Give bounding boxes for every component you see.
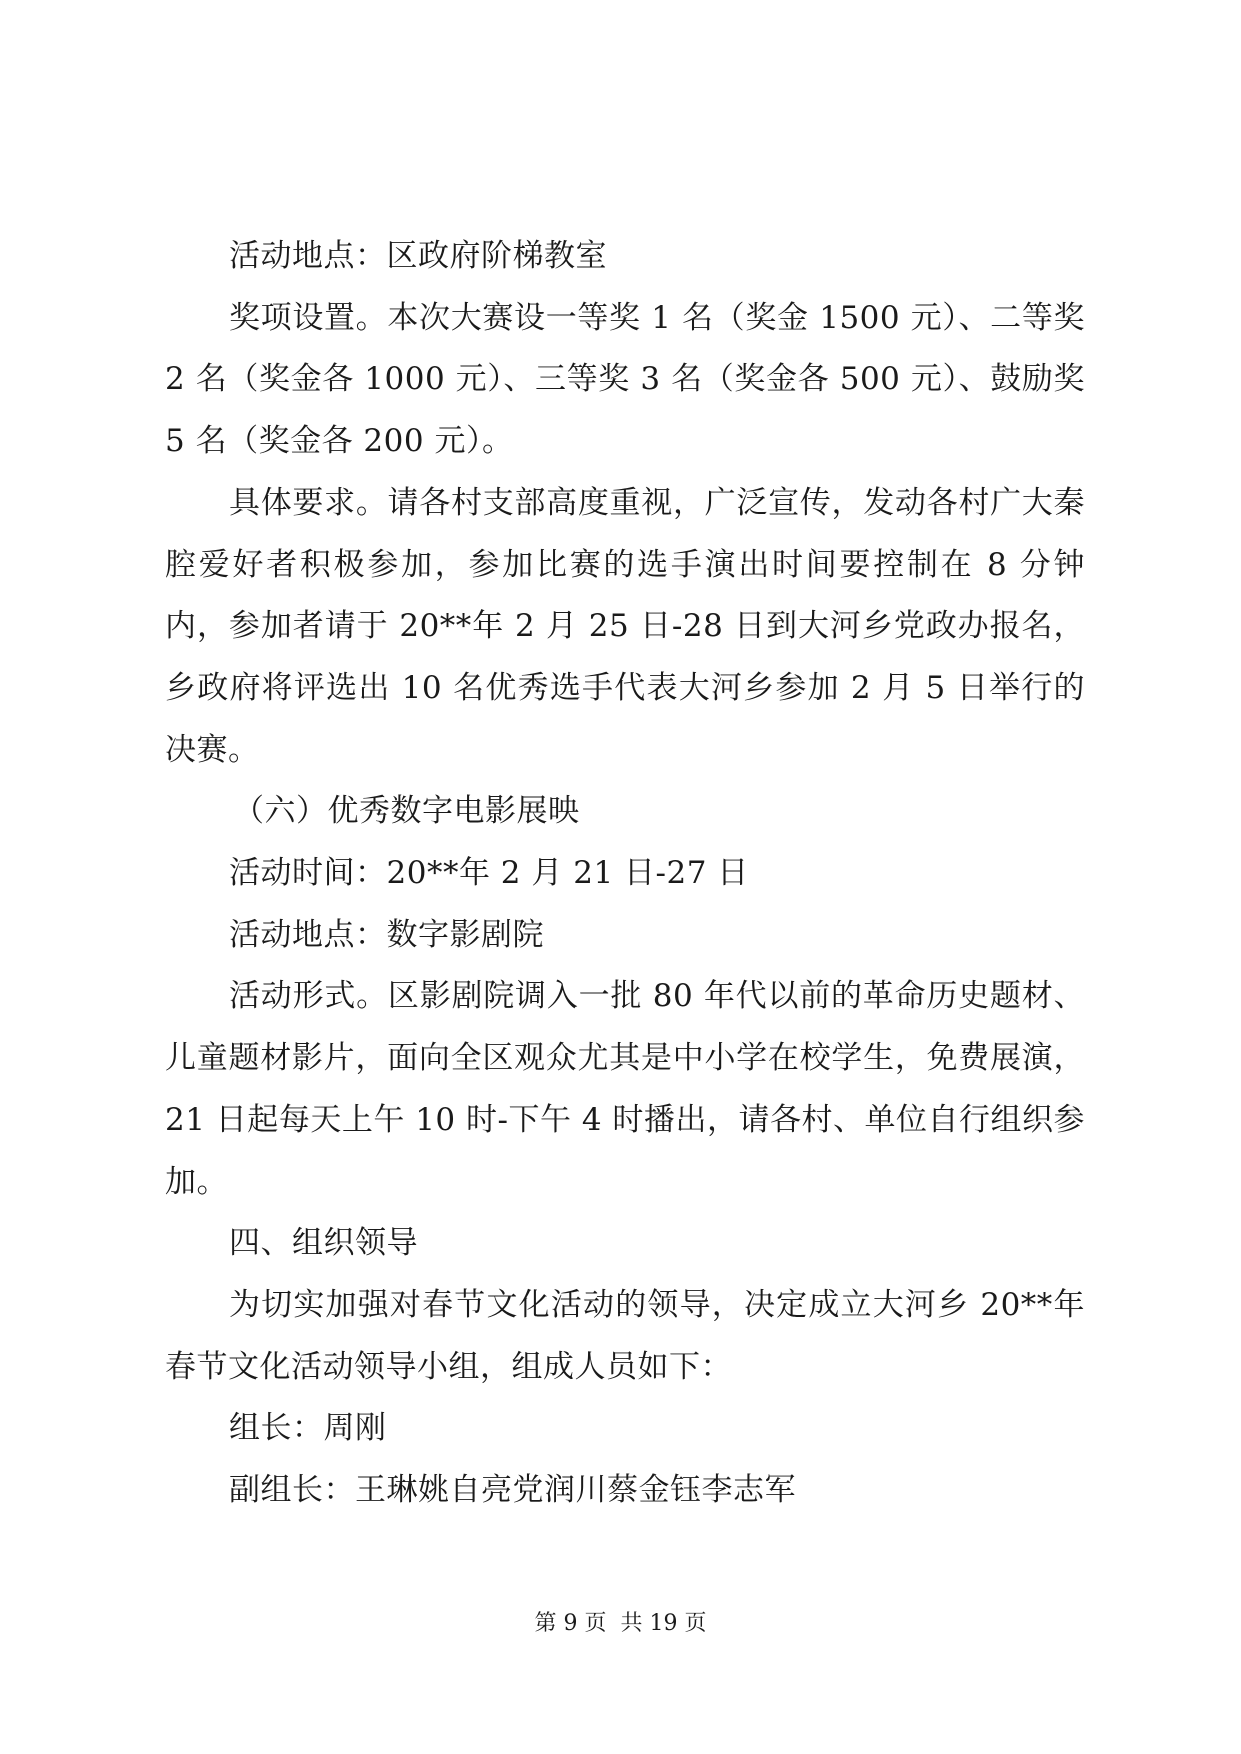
paragraph-activity-form: 活动形式。区影剧院调入一批 80 年代以前的革命历史题材、儿童题材影片，面向全区观众尤其是中小学在校学生，免费展演，21 日起每天上午 10 时-下午 4 时播出，请各村、单位自行组织参加。 xyxy=(165,978,1085,1200)
page-total: 共 19 页 xyxy=(620,1611,707,1636)
document-body xyxy=(165,226,1085,1522)
paragraph-leadership-intro: 为切实加强对春节文化活动的领导，决定成立大河乡 20**年春节文化活动领导小组，组成人员如下： xyxy=(165,1286,1085,1385)
paragraph-requirements: 具体要求。请各村支部高度重视，广泛宣传，发动各村广大秦腔爱好者积极参加，参加比赛的选手演出时间要控制在 8 分钟内，参加者请于 20**年 2 月 25 日-28 日到大河乡党政办报名，乡政府将评选出 10 名优秀选手代表大河乡参加 2 月 5 日举行的决赛。 xyxy=(165,484,1085,768)
section-heading-film-screening: （六）优秀数字电影展映 xyxy=(233,793,580,830)
paragraph-awards: 奖项设置。本次大赛设一等奖 1 名（奖金 1500 元）、二等奖 2 名（奖金各 1000 元）、三等奖 3 名（奖金各 500 元）、鼓励奖 5 名（奖金各 200 元）。 xyxy=(165,299,1085,460)
paragraph-venue: 活动地点：区政府阶梯教室 xyxy=(229,238,607,274)
section-heading-leadership: 四、组织领导 xyxy=(229,1225,418,1262)
page-number: 第 9 页 xyxy=(534,1611,607,1636)
paragraph-group-leader: 组长：周刚 xyxy=(229,1410,387,1447)
page-footer xyxy=(0,1606,1241,1637)
paragraph-activity-time: 活动时间：20**年 2 月 21 日-27 日 xyxy=(229,855,749,892)
paragraph-deputy-leaders: 副组长：王琳姚自亮党润川蔡金钰李志军 xyxy=(229,1472,796,1509)
paragraph-activity-venue: 活动地点：数字影剧院 xyxy=(229,916,544,953)
